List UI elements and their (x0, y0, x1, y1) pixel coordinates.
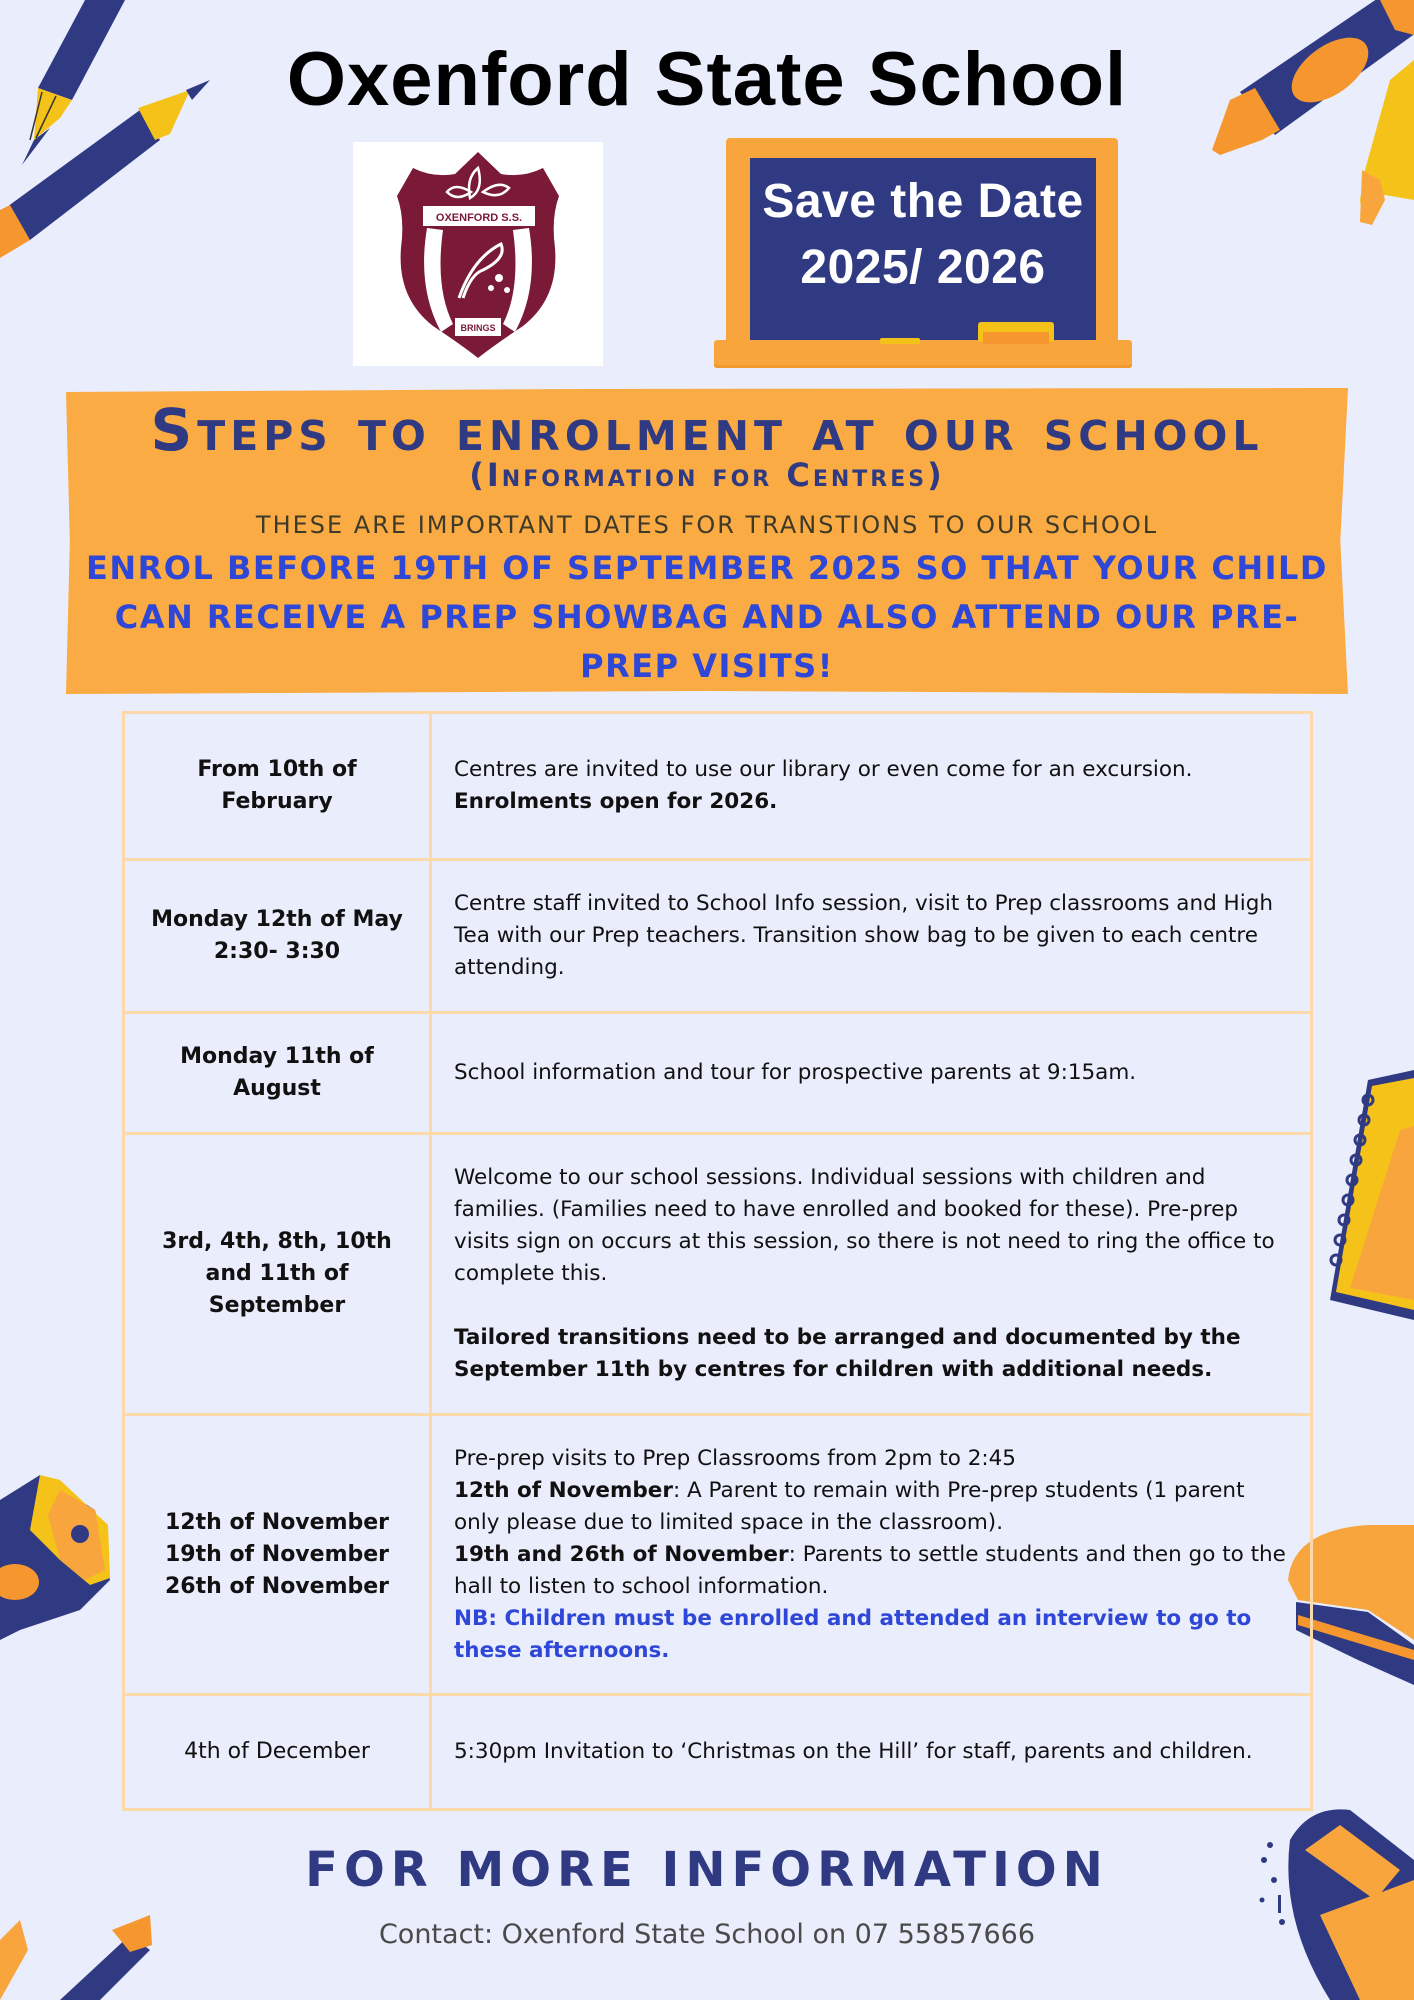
notebooks-icon (1310, 1070, 1414, 1340)
description-text: Welcome to our school sessions. Individual sessions with children and families. (Families need to have enrolled and booked for these). Pre-prep visits sign on occurs at this session, so there is not need to ring the office to complete this. (454, 1165, 1275, 1286)
date-cell (125, 1416, 432, 1693)
description-text (454, 1539, 1286, 1603)
description-rest: : Parents to settle students and then go to the hall to listen to school information. (454, 1541, 1286, 1599)
description-text: Centre staff invited to School Info session, visit to Prep classrooms and High Tea with our Prep teachers. Transition show bag to be given to each centre attending. (454, 891, 1273, 980)
description-cell (432, 861, 1310, 1011)
description-cell (432, 1416, 1310, 1693)
bold-prefix: 19th and 26th of November (454, 1541, 789, 1567)
date-cell: Monday 12th of May 2:30- 3:30 (125, 861, 432, 1011)
table-row (125, 1693, 1310, 1808)
table-row (125, 858, 1310, 1011)
school-crest-icon (383, 148, 573, 360)
school-year-label: 2025/ 2026 (800, 241, 1046, 294)
date-cell: 4th of December (125, 1696, 432, 1808)
description-text-bold: Tailored transitions need to be arranged and documented by the September 11th by centres for children with additional needs. (454, 1325, 1241, 1382)
description-cell (432, 1135, 1310, 1413)
table-row (125, 1132, 1310, 1413)
chalk-icon (880, 338, 920, 344)
banner-heading: Steps to enrolment at our school (150, 396, 1264, 464)
description-text-bold: Enrolments open for 2026. (454, 789, 778, 814)
transition-dates-table (122, 711, 1313, 1811)
chalkboard (750, 158, 1096, 340)
description-cell (432, 1696, 1310, 1808)
description-rest: : A Parent to remain with Pre-prep students (1 parent only please due to limited space in the classroom). (454, 1477, 1245, 1535)
date-cell: Monday 11th of August (125, 1014, 432, 1132)
banner-note: THESE ARE IMPORTANT DATES FOR TRANSTIONS TO OUR SCHOOL (255, 511, 1159, 539)
nb-notice: NB: Children must be enrolled and attended an interview to go to these afternoons. (454, 1605, 1252, 1663)
banner-subheading: (Information for Centres) (469, 456, 945, 494)
description-cell (432, 1014, 1310, 1132)
svg-text:OXENFORD S.S.: OXENFORD S.S. (435, 212, 523, 224)
date-cell: 3rd, 4th, 8th, 10th and 11th of September (125, 1135, 432, 1413)
board-eraser-base (983, 332, 1049, 344)
description-text: School information and tour for prospective parents at 9:15am. (454, 1060, 1137, 1085)
school-title: Oxenford State School (286, 37, 1128, 122)
chalkboard-ledge (714, 340, 1132, 368)
description-text: 5:30pm Invitation to ‘Christmas on the Hill’ for staff, parents and children. (454, 1739, 1253, 1764)
date-line: 26th of November (164, 1573, 390, 1599)
description-text: Centres are invited to use our library or even come for an excursion. (454, 757, 1193, 782)
contact-info: Contact: Oxenford State School on 07 55857666 (378, 1919, 1036, 1950)
bold-prefix: 12th of November (454, 1477, 673, 1503)
save-the-date-label: Save the Date (762, 175, 1084, 228)
date-line: 12th of November (164, 1509, 390, 1535)
save-the-date-chalkboard (714, 134, 1134, 372)
school-logo (353, 142, 603, 366)
table-row (125, 1011, 1310, 1132)
pencil-sharpener-icon (0, 1470, 115, 1720)
table-row (125, 1413, 1310, 1693)
more-info-heading: FOR MORE INFORMATION (305, 1842, 1109, 1898)
description-text: Pre-prep visits to Prep Classrooms from 2pm to 2:45 (454, 1445, 1016, 1471)
svg-text:BRINGS: BRINGS (460, 323, 496, 333)
table-row (125, 714, 1310, 858)
date-cell: From 10th of February (125, 714, 432, 858)
date-line: 19th of November (164, 1541, 390, 1567)
description-cell (432, 714, 1310, 858)
enrol-deadline-callout: ENROL BEFORE 19TH OF SEPTEMBER 2025 SO THAT YOUR CHILD CAN RECEIVE A PREP SHOWBAG AND ALSO ATTEND OUR PRE-PREP VISITS! (86, 549, 1328, 685)
description-text (454, 1475, 1286, 1539)
